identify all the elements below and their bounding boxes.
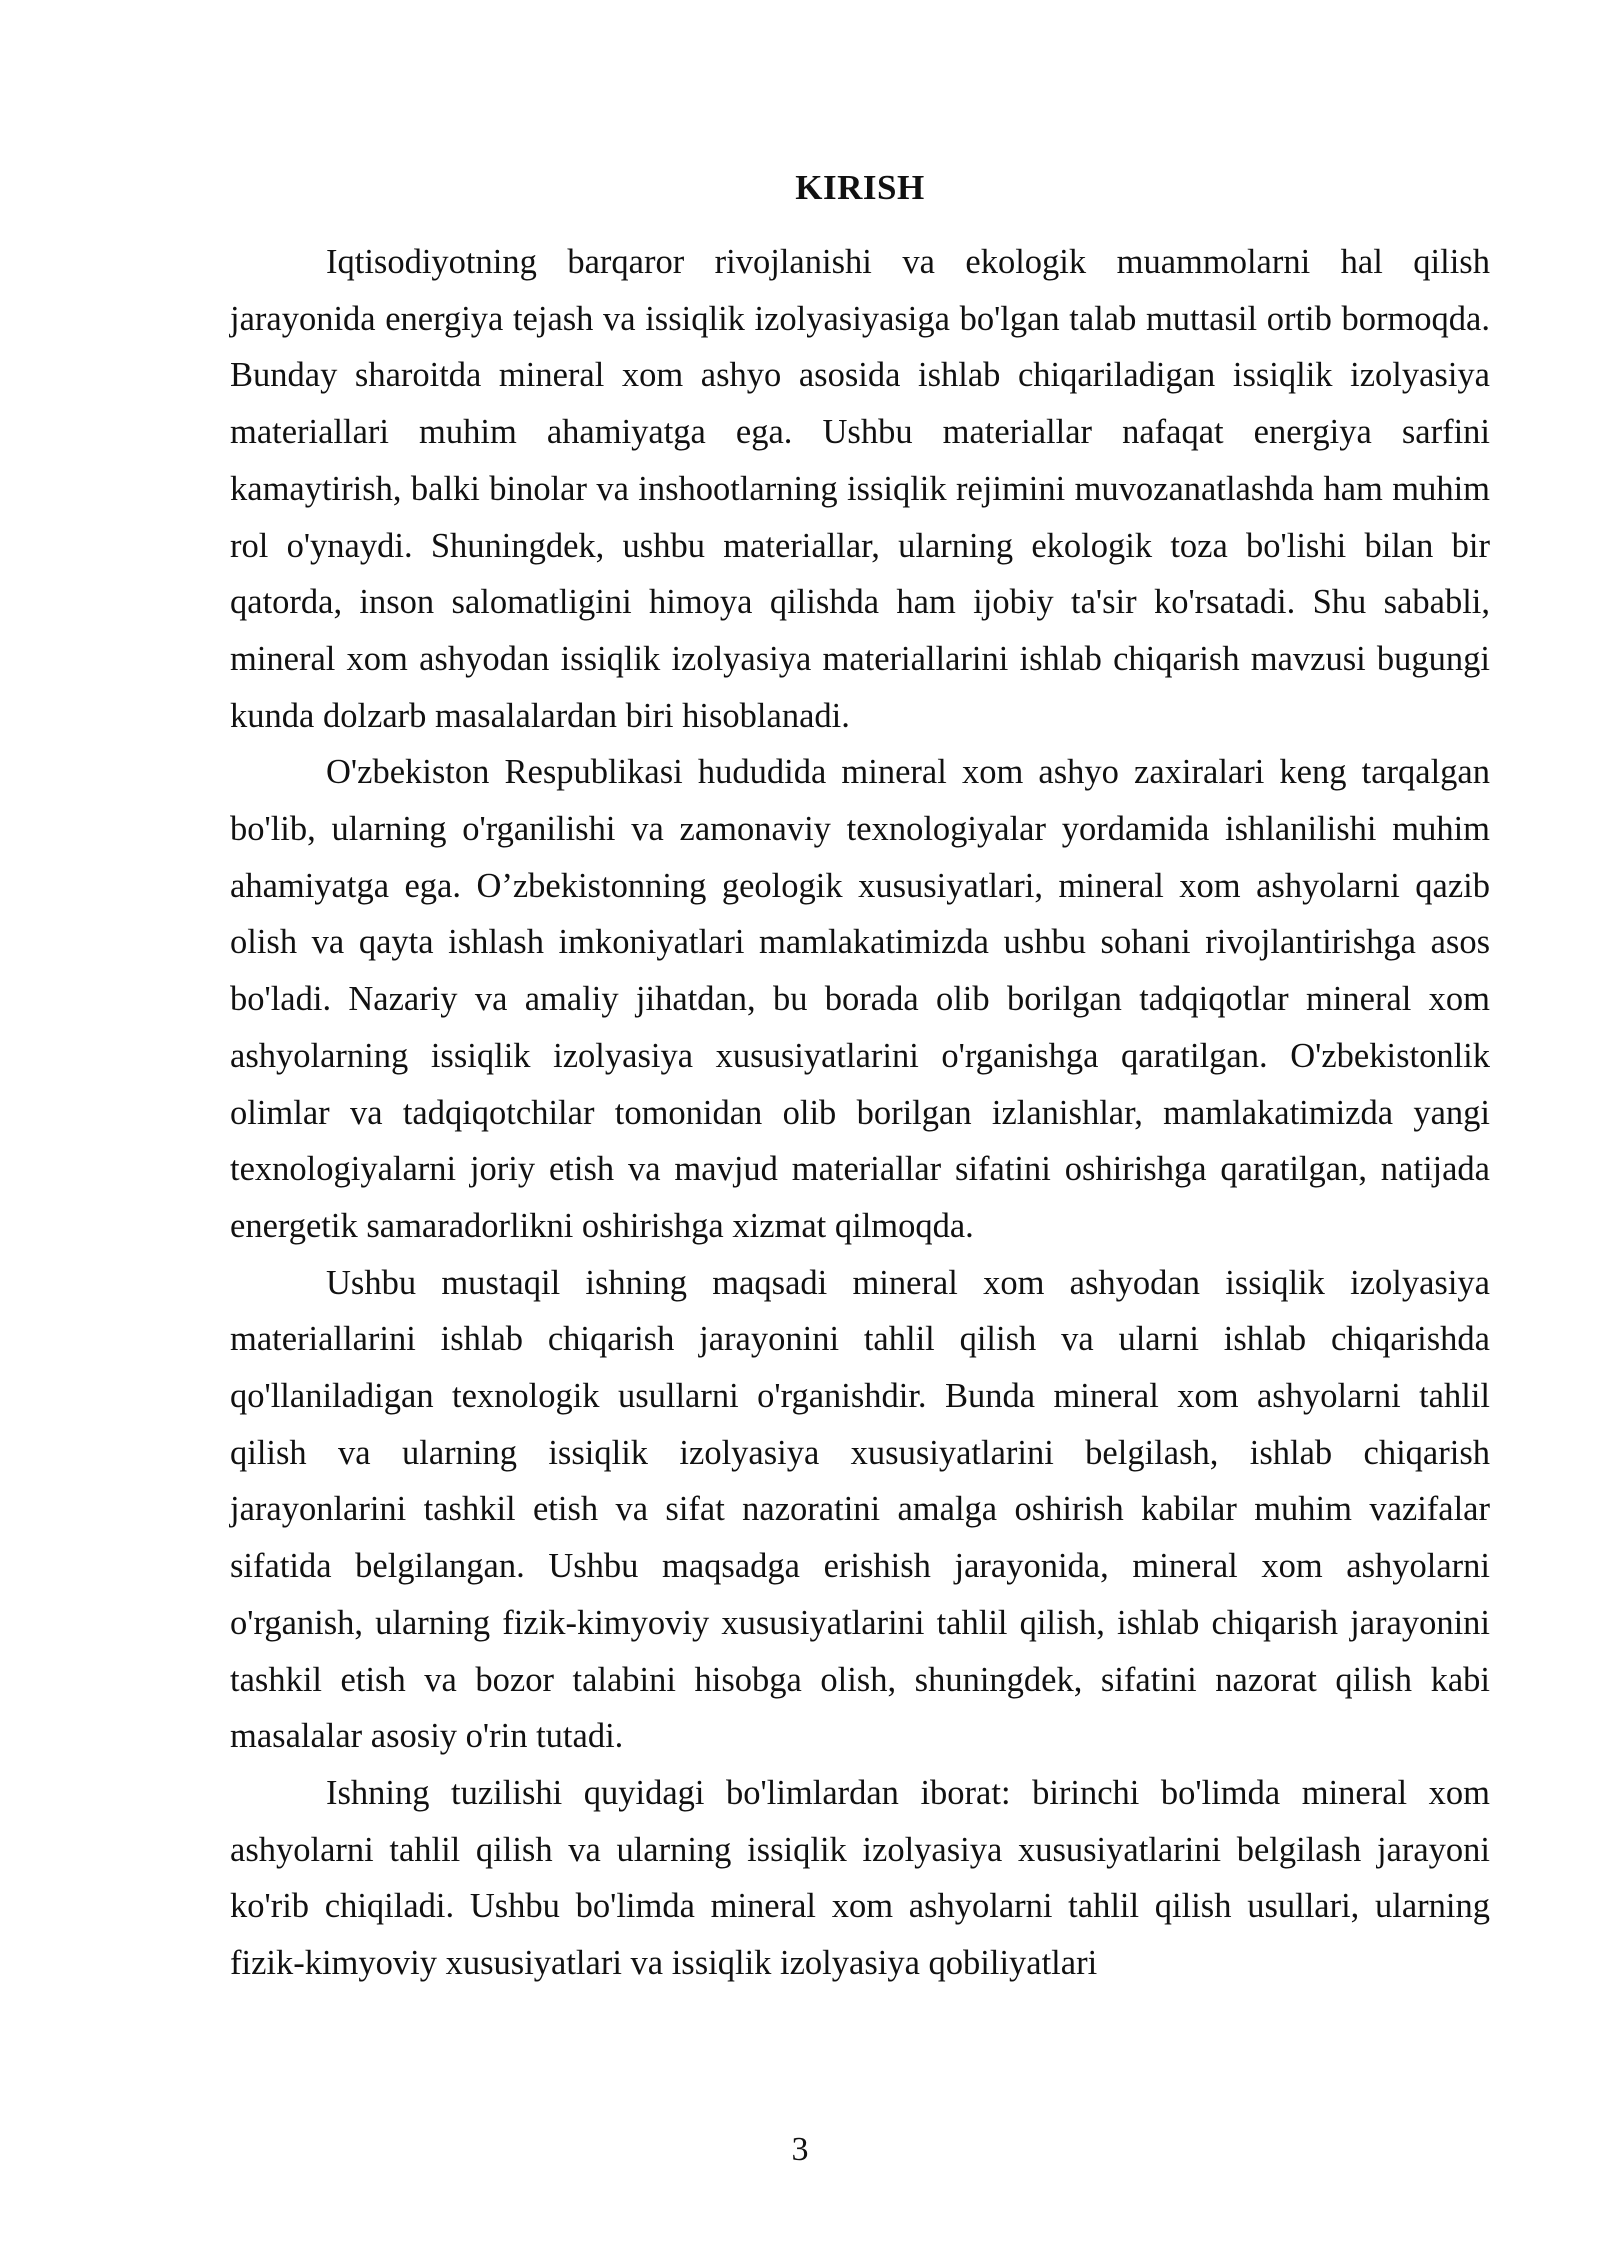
- paragraph-2: O'zbekiston Respublikasi hududida mineral xom ashyo zaxiralari keng tarqalgan bo'lib, ularning o'rganilishi va zamonaviy texnologiyalar yordamida ishlanilishi muhim ahamiyatga ega. O’zbekistonning geologik xususiyatlari, mineral xom ashyolarni qazib olish va qayta ishlash imkoniyatlari mamlakatimizda ushbu sohani rivojlantirishga asos bo'ladi. Nazariy va amaliy jihatdan, bu borada olib borilgan tadqiqotlar mineral xom ashyolarning issiqlik izolyasiya xususiyatlarini o'rganishga qaratilgan. O'zbekistonlik olimlar va tadqiqotchilar tomonidan olib borilgan izlanishlar, mamlakatimizda yangi texnologiyalarni joriy etish va mavjud materiallar sifatini oshirishga qaratilgan, natijada energetik samaradorlikni oshirishga xizmat qilmoqda.: [230, 753, 1490, 1245]
- page-number: 3: [791, 2131, 809, 2168]
- paragraph-3: Ushbu mustaqil ishning maqsadi mineral xom ashyodan issiqlik izolyasiya materiallarini ishlab chiqarish jarayonini tahlil qilish va ularni ishlab chiqarishda qo'llaniladigan texnologik usullarni o'rganishdir. Bunda mineral xom ashyolarni tahlil qilish va ularning issiqlik izolyasiya xususiyatlarini belgilash, ishlab chiqarish jarayonlarini tashkil etish va sifat nazoratini amalga oshirish kabilar muhim vazifalar sifatida belgilangan. Ushbu maqsadga erishish jarayonida, mineral xom ashyolarni o'rganish, ularning fizik-kimyoviy xususiyatlarini tahlil qilish, ishlab chiqarish jarayonini tashkil etish va bozor talabini hisobga olish, shuningdek, sifatini nazorat qilish kabi masalalar asosiy o'rin tutadi.: [230, 1263, 1490, 1756]
- paragraph-1: Iqtisodiyotning barqaror rivojlanishi va ekologik muammolarni hal qilish jarayonida energiya tejash va issiqlik izolyasiyasiga bo'lgan talab muttasil ortib bormoqda. Bunday sharoitda mineral xom ashyo asosida ishlab chiqariladigan issiqlik izolyasiya materiallari muhim ahamiyatga ega. Ushbu materiallar nafaqat energiya sarfini kamaytirish, balki binolar va inshootlarning issiqlik rejimini muvozanatlashda ham muhim rol o'ynaydi. Shuningdek, ushbu materiallar, ularning ekologik toza bo'lishi bilan bir qatorda, inson salomatligini himoya qilishda ham ijobiy ta'sir ko'rsatadi. Shu sababli, mineral xom ashyodan issiqlik izolyasiya materiallarini ishlab chiqarish mavzusi bugungi kunda dolzarb masalalardan biri hisoblanadi.: [230, 243, 1490, 735]
- paragraph-4: Ishning tuzilishi quyidagi bo'limlardan iborat: birinchi bo'limda mineral xom ashyolarni tahlil qilish va ularning issiqlik izolyasiya xususiyatlarini belgilash jarayoni ko'rib chiqiladi. Ushbu bo'limda mineral xom ashyolarni tahlil qilish usullari, ularning fizik-kimyoviy xususiyatlari va issiqlik izolyasiya qobiliyatlari: [230, 1773, 1490, 1983]
- section-title: KIRISH: [795, 168, 925, 207]
- page-content: [230, 160, 1490, 1992]
